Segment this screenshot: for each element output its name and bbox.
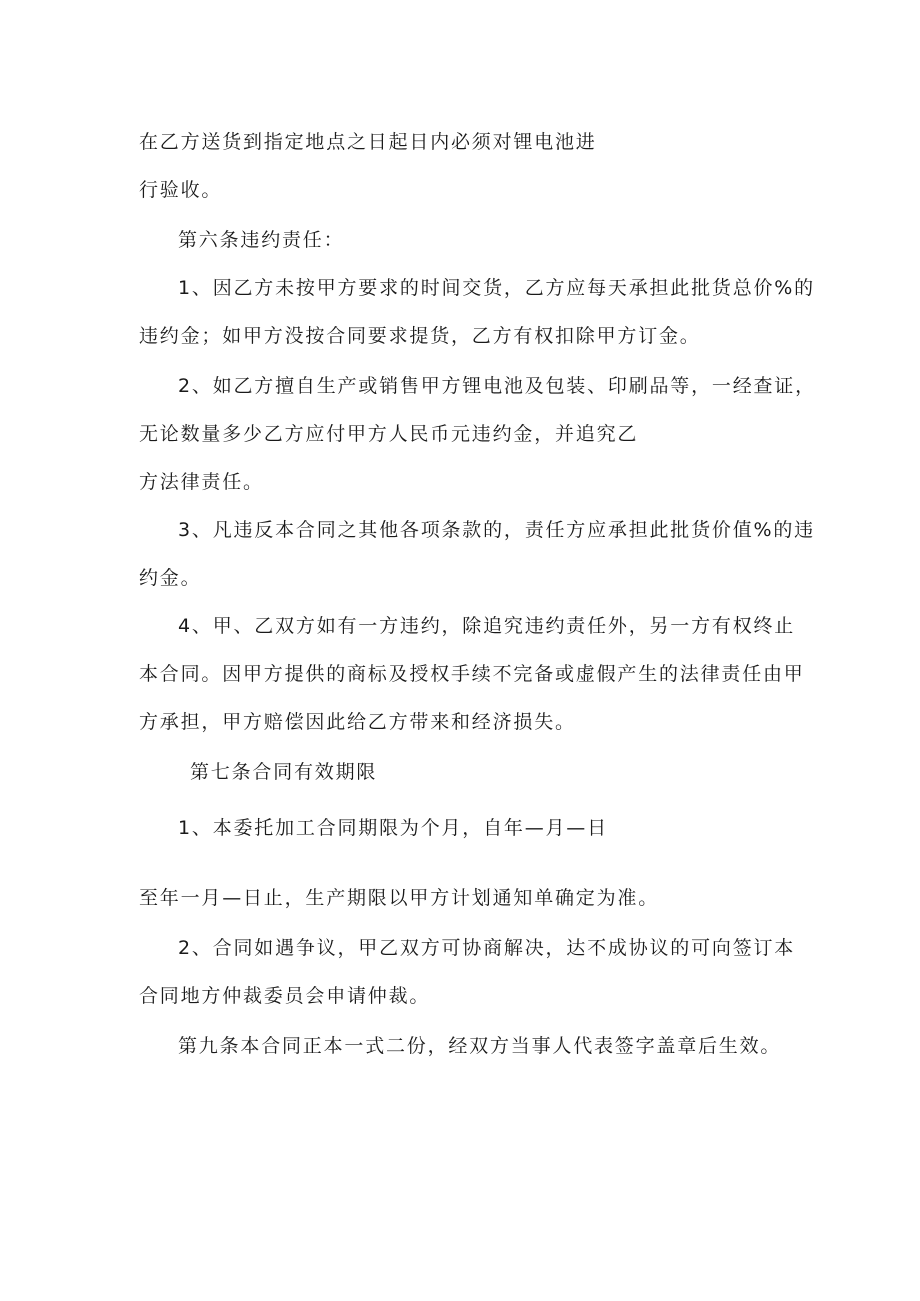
text-line-7: 无论数量多少乙方应付甲方人民币元违约金，并追究乙 (139, 423, 639, 445)
text-line-15: 1、本委托加工合同期限为个月，自年—月—日 (178, 817, 608, 839)
text-line-18: 合同地方仲裁委员会申请仲裁。 (139, 985, 431, 1007)
text-line-12: 本合同。因甲方提供的商标及授权手续不完备或虚假产生的法律责任由甲 (139, 663, 805, 685)
text-line-16: 至年一月—日止，生产期限以甲方计划通知单确定为准。 (139, 887, 660, 909)
text-line-5: 违约金；如甲方没按合同要求提货，乙方有权扣除甲方订金。 (139, 325, 701, 347)
text-line-17: 2、合同如遇争议，甲乙双方可协商解决，达不成协议的可向签订本 (178, 937, 796, 959)
article-9-line: 第九条本合同正本一式二份，经双方当事人代表签字盖章后生效。 (178, 1035, 782, 1057)
text-line-8: 方法律责任。 (139, 471, 264, 493)
text-line-6: 2、如乙方擅自生产或销售甲方锂电池及包装、印刷品等，一经查证， (178, 375, 816, 397)
text-line-4: 1、因乙方未按甲方要求的时间交货，乙方应每天承担此批货总价%的 (178, 277, 815, 299)
text-line-1: 在乙方送货到指定地点之日起日内必须对锂电池进 (139, 131, 597, 153)
text-line-11: 4、甲、乙双方如有一方违约，除追究违约责任外，另一方有权终止 (178, 615, 796, 637)
article-7-heading: 第七条合同有效期限 (190, 761, 378, 783)
text-line-2: 行验收。 (139, 179, 223, 201)
text-line-10: 约金。 (139, 567, 202, 589)
article-6-heading: 第六条违约责任： (178, 229, 345, 251)
text-line-9: 3、凡违反本合同之其他各项条款的，责任方应承担此批货价值%的违 (178, 519, 815, 541)
text-line-13: 方承担，甲方赔偿因此给乙方带来和经济损失。 (139, 711, 576, 733)
